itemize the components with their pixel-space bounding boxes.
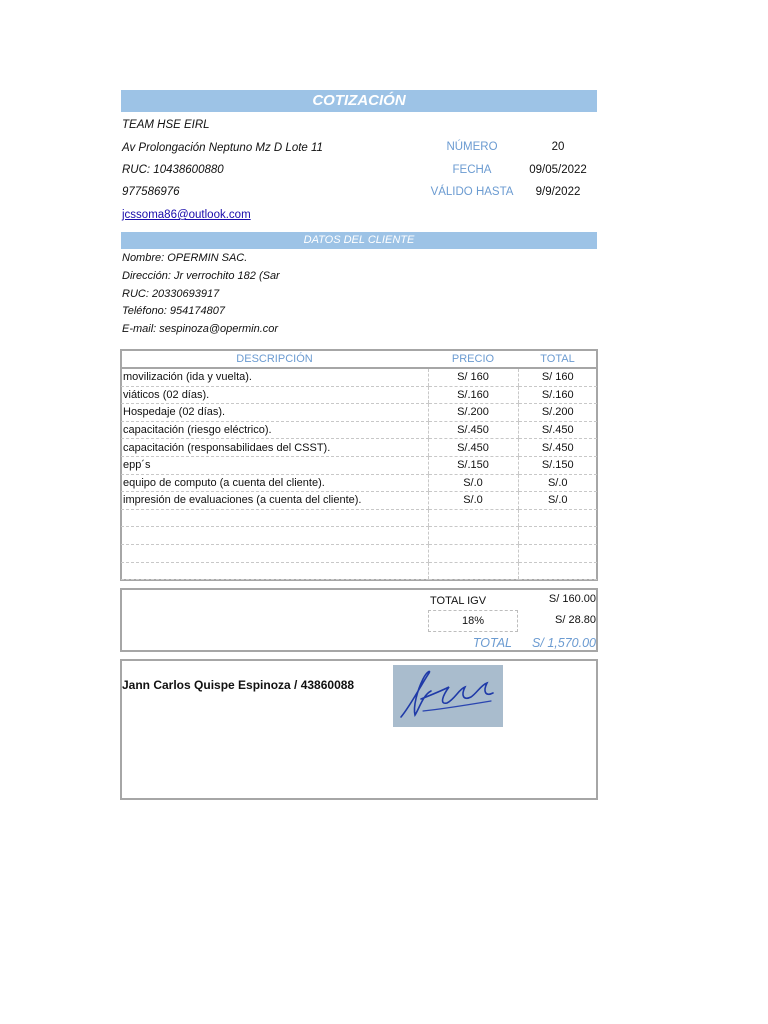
item-total: S/.450 — [518, 421, 597, 439]
table-row — [121, 386, 597, 404]
item-precio: S/.0 — [428, 492, 518, 510]
table-row — [121, 509, 597, 527]
item-total: S/ 160 — [518, 368, 597, 386]
item-descripcion — [121, 544, 428, 562]
client-ruc: RUC: 20330693917 — [122, 288, 220, 300]
fecha-label: FECHA — [452, 164, 492, 176]
item-descripcion: Hospedaje (02 días). — [121, 404, 428, 422]
item-total: S/.0 — [518, 474, 597, 492]
total-value: S/ 1,570.00 — [532, 636, 596, 650]
item-precio — [428, 544, 518, 562]
item-precio: S/.450 — [428, 439, 518, 457]
fecha-value: 09/05/2022 — [529, 164, 587, 176]
item-precio — [428, 509, 518, 527]
item-total — [518, 509, 597, 527]
company-address: Av Prolongación Neptuno Mz D Lote 11 — [122, 142, 323, 154]
table-row — [121, 421, 597, 439]
table-row — [121, 544, 597, 562]
table-row — [121, 527, 597, 545]
numero-value: 20 — [551, 141, 565, 153]
item-descripcion: movilización (ida y vuelta). — [121, 368, 428, 386]
header-precio: PRECIO — [428, 350, 518, 368]
item-descripcion: impresión de evaluaciones (a cuenta del cliente). — [121, 492, 428, 510]
item-precio: S/.150 — [428, 456, 518, 474]
quote-title: COTIZACIÓN — [121, 90, 597, 112]
igv-base: S/ 160.00 — [548, 593, 596, 605]
company-ruc: RUC: 10438600880 — [122, 164, 224, 176]
item-total — [518, 562, 597, 580]
item-descripcion — [121, 562, 428, 580]
item-descripcion — [121, 527, 428, 545]
handwritten-signature-icon — [393, 665, 503, 727]
item-total: S/.0 — [518, 492, 597, 510]
item-precio: S/.0 — [428, 474, 518, 492]
item-total: S/.200 — [518, 404, 597, 422]
numero-label: NÚMERO — [446, 141, 498, 153]
valido-label: VÁLIDO HASTA — [430, 186, 514, 198]
item-precio: S/.160 — [428, 386, 518, 404]
table-row — [121, 404, 597, 422]
items-header-row — [121, 350, 597, 368]
signer-name: Jann Carlos Quispe Espinoza / 43860088 — [122, 678, 355, 692]
item-descripcion: equipo de computo (a cuenta del cliente). — [121, 474, 428, 492]
items-table — [121, 350, 597, 580]
item-total: S/.160 — [518, 386, 597, 404]
item-total: S/.150 — [518, 456, 597, 474]
item-precio: S/.450 — [428, 421, 518, 439]
item-descripcion — [121, 509, 428, 527]
item-descripcion: viáticos (02 días). — [121, 386, 428, 404]
item-total: S/.450 — [518, 439, 597, 457]
client-name: Nombre: OPERMIN SAC. — [122, 252, 248, 264]
table-row — [121, 492, 597, 510]
item-precio: S/.200 — [428, 404, 518, 422]
company-email-link[interactable]: jcssoma86@outlook.com — [122, 209, 251, 221]
client-address: Dirección: Jr verrochito 182 (Sar — [122, 270, 280, 282]
item-descripcion: capacitación (responsabilidaes del CSST). — [121, 439, 428, 457]
table-row — [121, 456, 597, 474]
item-total — [518, 527, 597, 545]
total-label: TOTAL — [472, 636, 512, 650]
item-descripcion: capacitación (riesgo eléctrico). — [121, 421, 428, 439]
client-section-title: DATOS DEL CLIENTE — [121, 232, 597, 249]
table-row — [121, 562, 597, 580]
item-descripcion: epp´s — [121, 456, 428, 474]
client-email: E-mail: sespinoza@opermin.cor — [122, 323, 279, 335]
table-row — [121, 368, 597, 386]
valido-value: 9/9/2022 — [535, 186, 581, 198]
signature-image — [393, 665, 503, 727]
company-phone: 977586976 — [122, 186, 180, 198]
igv-rate: 18% — [428, 610, 518, 632]
item-precio — [428, 562, 518, 580]
item-precio — [428, 527, 518, 545]
table-row — [121, 474, 597, 492]
item-precio: S/ 160 — [428, 368, 518, 386]
header-descripcion: DESCRIPCIÓN — [121, 350, 428, 368]
company-name: TEAM HSE EIRL — [122, 119, 210, 131]
igv-label: TOTAL IGV — [430, 595, 487, 607]
table-row — [121, 439, 597, 457]
item-total — [518, 544, 597, 562]
client-phone: Teléfono: 954174807 — [122, 305, 225, 317]
header-total: TOTAL — [518, 350, 597, 368]
igv-amount: S/ 28.80 — [555, 614, 596, 626]
